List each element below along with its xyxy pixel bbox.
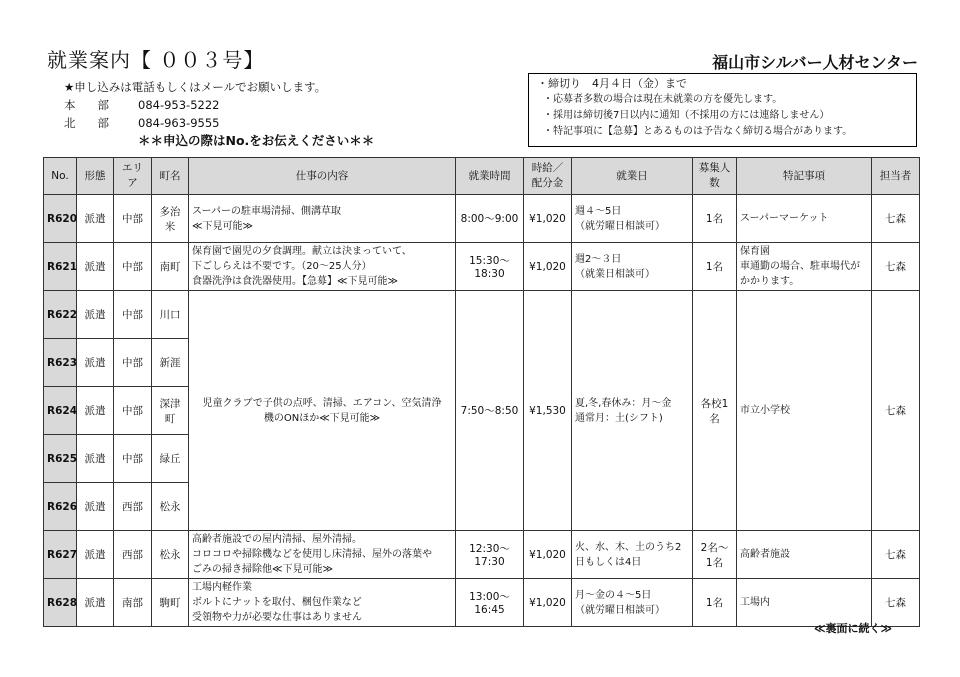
deadline-text: ・締切り 4月４日（金）まで [537,77,687,90]
group-count: 各校1名 [693,291,737,531]
notice-item: ・採用は締切後7日以内に通知（不採用の方には連絡しません） [543,110,830,121]
job-area: 中部 [114,435,152,483]
job-type: 派遣 [77,387,114,435]
job-staff: 七森 [872,579,920,627]
job-hours: 12:30～17:30 [456,531,524,579]
header-type: 形態 [77,158,114,195]
job-count: 2名～ 1名 [693,531,737,579]
header-town: 町名 [152,158,189,195]
header-staff: 担当者 [872,158,920,195]
job-area: 中部 [114,243,152,291]
job-type: 派遣 [77,579,114,627]
job-number: R624 [44,387,77,435]
header-content: 仕事の内容 [189,158,456,195]
job-area: 西部 [114,483,152,531]
job-type: 派遣 [77,435,114,483]
job-days: 週2～３日 （就業日相談可） [572,243,693,291]
job-number: R622 [44,291,77,339]
job-content: スーパーの駐車場清掃、側溝草取 ≪下見可能≫ [189,195,456,243]
job-staff: 七森 [872,531,920,579]
job-area: 中部 [114,195,152,243]
group-staff: 七森 [872,291,920,531]
job-count: 1名 [693,243,737,291]
header-hours: 就業時間 [456,158,524,195]
group-content: 児童クラブで子供の点呼、清掃、エアコン、空気清浄 機のONほか≪下見可能≫ [189,291,456,531]
job-town: 緑丘 [152,435,189,483]
header-area: エリア [114,158,152,195]
office-row [64,114,374,132]
jobs-table [43,157,920,627]
job-type: 派遣 [77,531,114,579]
table-row [44,195,920,243]
page-title: 就業案内【 ００３号】 [47,48,265,72]
header-notes: 特記事項 [737,158,872,195]
job-town: 多治米 [152,195,189,243]
job-wage: ¥1,020 [524,531,572,579]
job-type: 派遣 [77,195,114,243]
job-town: 深津町 [152,387,189,435]
job-area: 中部 [114,291,152,339]
job-count: 1名 [693,579,737,627]
header-no: No. [44,158,77,195]
office-label: 北部 [64,116,131,130]
contact-block [64,78,374,150]
table-row [44,291,920,339]
group-notes: 市立小学校 [737,291,872,531]
job-staff: 七森 [872,243,920,291]
notice-item: ・応募者多数の場合は現在未就業の方を優先します。 [543,94,783,105]
job-number: R626 [44,483,77,531]
continued-note: ≪裏面に続く≫ [813,622,892,635]
office-phone: 084-953-5222 [138,98,220,112]
job-area: 中部 [114,339,152,387]
table-header-row [44,158,920,195]
group-wage: ¥1,530 [524,291,572,531]
job-town: 川口 [152,291,189,339]
job-notes: 高齢者施設 [737,531,872,579]
organization-name: 福山市シルバー人材センター [712,53,918,72]
header-count: 募集人 数 [693,158,737,195]
job-type: 派遣 [77,291,114,339]
table-row [44,579,920,627]
job-wage: ¥1,020 [524,579,572,627]
office-phone: 084-963-9555 [138,116,220,130]
job-number: R623 [44,339,77,387]
job-town: 南町 [152,243,189,291]
job-area: 西部 [114,531,152,579]
job-hours: 8:00～9:00 [456,195,524,243]
job-type: 派遣 [77,483,114,531]
job-number: R621 [44,243,77,291]
table-row [44,531,920,579]
job-type: 派遣 [77,243,114,291]
job-area: 中部 [114,387,152,435]
job-type: 派遣 [77,339,114,387]
job-area: 南部 [114,579,152,627]
group-hours: 7:50～8:50 [456,291,524,531]
table-row [44,243,920,291]
job-wage: ¥1,020 [524,195,572,243]
job-number: R620 [44,195,77,243]
job-notes: 工場内 [737,579,872,627]
notice-item: ・特記事項に【急募】とあるものは予告なく締切る場合があります。 [543,126,853,137]
office-row [64,96,374,114]
header-days: 就業日 [572,158,693,195]
office-label: 本部 [64,98,131,112]
job-notes: 保育園 車通勤の場合、駐車場代が かかります。 [737,243,872,291]
header-wage: 時給／ 配分金 [524,158,572,195]
job-number: R627 [44,531,77,579]
job-days: 月～金の４～5日 （就労曜日相談可） [572,579,693,627]
job-town: 松永 [152,483,189,531]
job-number: R628 [44,579,77,627]
job-town: 駒町 [152,579,189,627]
group-days: 夏,冬,春休み：月～金 通常月：土(シフト) [572,291,693,531]
job-days: 週４～5日 （就労曜日相談可） [572,195,693,243]
job-staff: 七森 [872,195,920,243]
job-content: 工場内軽作業 ボルトにナットを取付、梱包作業など 受領物や力が必要な仕事はありません [189,579,456,627]
job-content: 高齢者施設での屋内清掃、屋外清掃。 コロコロや掃除機などを使用し床清掃、屋外の落葉や ごみの掃き掃除他≪下見可能≫ [189,531,456,579]
contact-intro: ★申し込みは電話もしくはメールでお願いします。 [64,80,327,94]
job-count: 1名 [693,195,737,243]
job-hours: 15:30～18:30 [456,243,524,291]
notice-box [528,73,917,147]
ask-number-note: ＊＊申込の際はNo.をお伝えください＊＊ [138,133,375,148]
job-wage: ¥1,020 [524,243,572,291]
job-town: 松永 [152,531,189,579]
job-content: 保育園で園児の夕食調理。献立は決まっていて、 下ごしらえは不要です。（20～25人分） 食器洗浄は食洗器使用。【急募】≪下見可能≫ [189,243,456,291]
job-number: R625 [44,435,77,483]
job-notes: スーパーマーケット [737,195,872,243]
job-days: 火、水、木、土のうち2 日もしくは4日 [572,531,693,579]
job-hours: 13:00～16:45 [456,579,524,627]
job-town: 新涯 [152,339,189,387]
